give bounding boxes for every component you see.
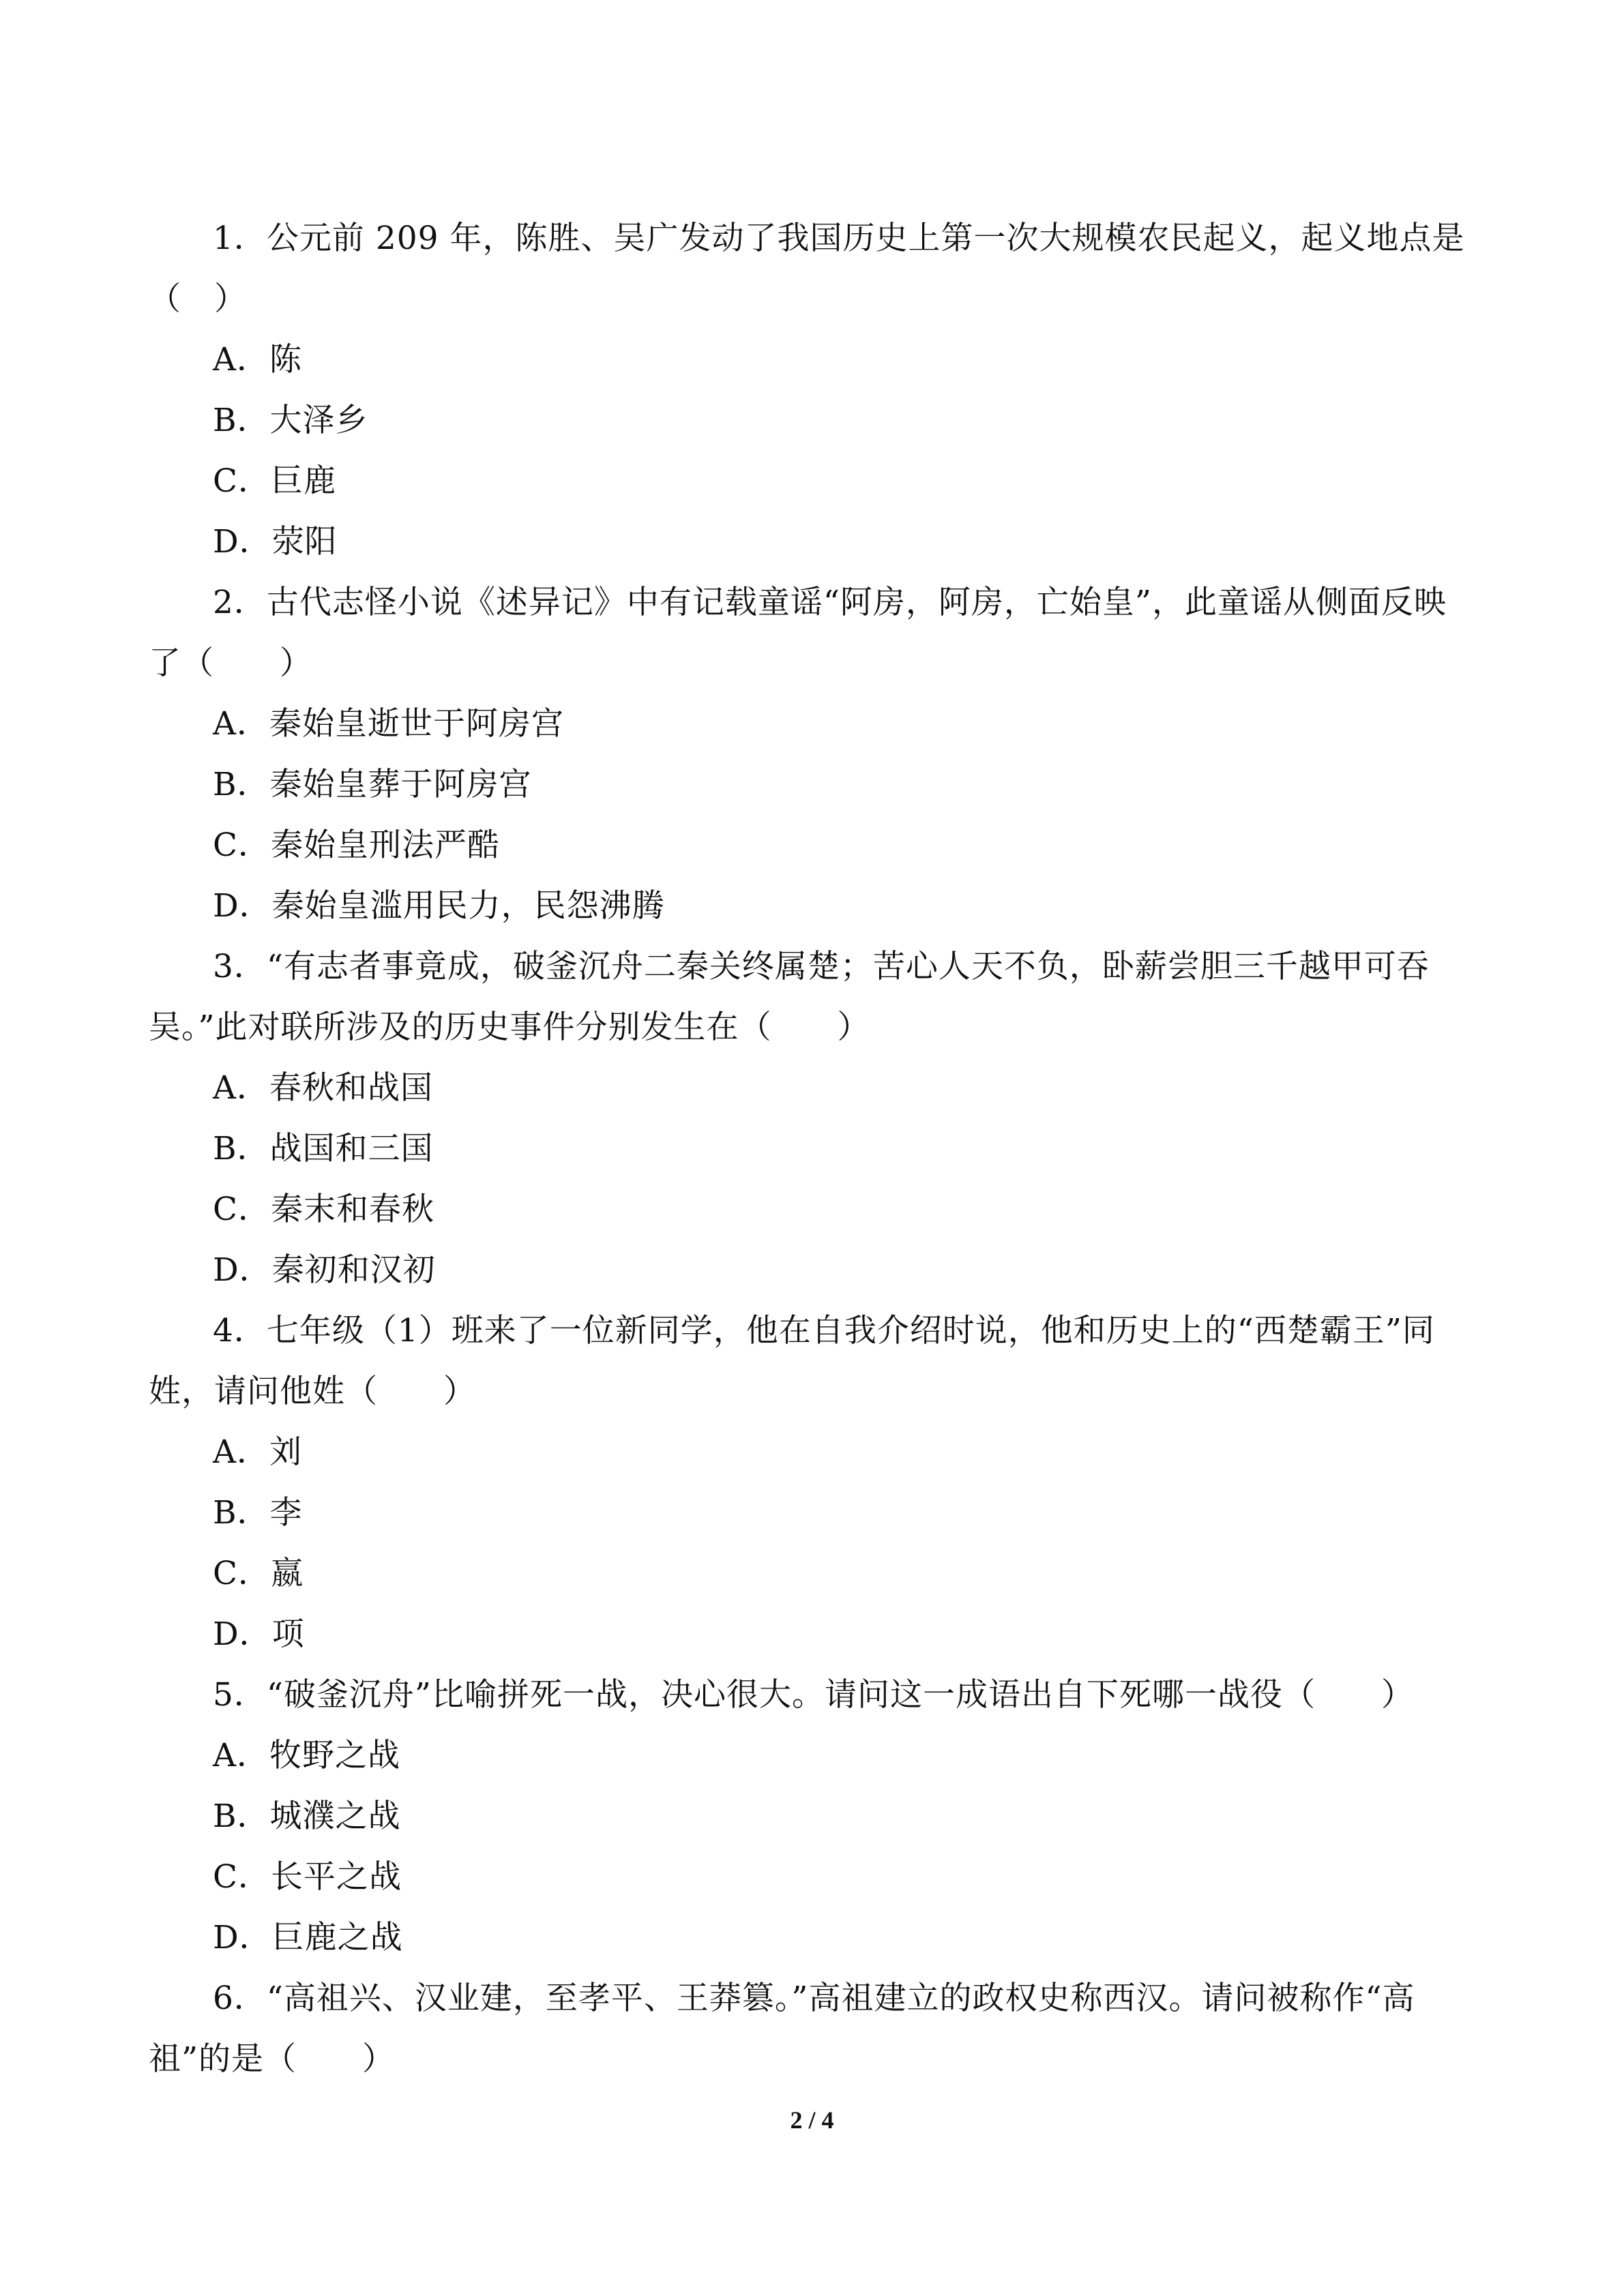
question-5-option-c: C．长平之战 [213, 1858, 402, 1896]
question-3-option-b: B．战国和三国 [213, 1130, 434, 1167]
question-4-option-d: D．项 [213, 1615, 305, 1653]
question-4-option-b: B．李 [213, 1494, 303, 1532]
question-4-stem: 4．七年级（1）班来了一位新同学，他在自我介绍时说，他和历史上的“西楚霸王”同姓，请问他姓（ ） [149, 1312, 1435, 1410]
question-5-option-d: D．巨鹿之战 [213, 1919, 403, 1956]
question-4-option-c: C．嬴 [213, 1555, 304, 1592]
question-2-option-a: A．秦始皇逝世于阿房宫 [213, 705, 564, 743]
question-3-option-c: C．秦末和春秋 [213, 1191, 434, 1228]
question-2-option-b: B．秦始皇葬于阿房宫 [213, 766, 532, 803]
question-1-option-a: A．陈 [213, 341, 302, 378]
question-3-stem: 3．“有志者事竟成，破釜沉舟二秦关终属楚；苦心人天不负，卧薪尝胆三千越甲可吞吴。”此对联所涉及的历史事件分别发生在（ ） [149, 948, 1430, 1046]
question-1-option-c: C．巨鹿 [213, 462, 336, 500]
question-2-stem: 2．古代志怪小说《述异记》中有记载童谣“阿房，阿房，亡始皇”，此童谣从侧面反映了（ ） [149, 584, 1447, 682]
question-5-option-a: A．牧野之战 [213, 1737, 400, 1774]
question-3-option-d: D．秦初和汉初 [213, 1251, 436, 1289]
question-5-option-b: B．城濮之战 [213, 1798, 401, 1835]
question-1-stem: 1．公元前 209 年，陈胜、吴广发动了我国历史上第一次大规模农民起义，起义地点是（ ） [149, 220, 1465, 318]
question-list [149, 208, 1475, 2089]
question-6-stem: 6．“高祖兴、汉业建，至孝平、王莽篡。”高祖建立的政权史称西汉。请问被称作“高祖”的是（ ） [149, 1980, 1415, 2078]
question-3-option-a: A．春秋和战国 [213, 1069, 433, 1107]
question-1-option-b: B．大泽乡 [213, 402, 368, 439]
question-1-option-d: D．荥阳 [213, 523, 338, 561]
question-4-option-a: A．刘 [213, 1433, 302, 1471]
question-2-option-d: D．秦始皇滥用民力，民怨沸腾 [213, 887, 665, 925]
page-number: 2 / 4 [790, 2106, 834, 2134]
question-2-option-c: C．秦始皇刑法严酷 [213, 826, 500, 864]
question-5-stem: 5．“破釜沉舟”比喻拼死一战，决心很大。请问这一成语出自下死哪一战役（ ） [213, 1676, 1414, 1714]
